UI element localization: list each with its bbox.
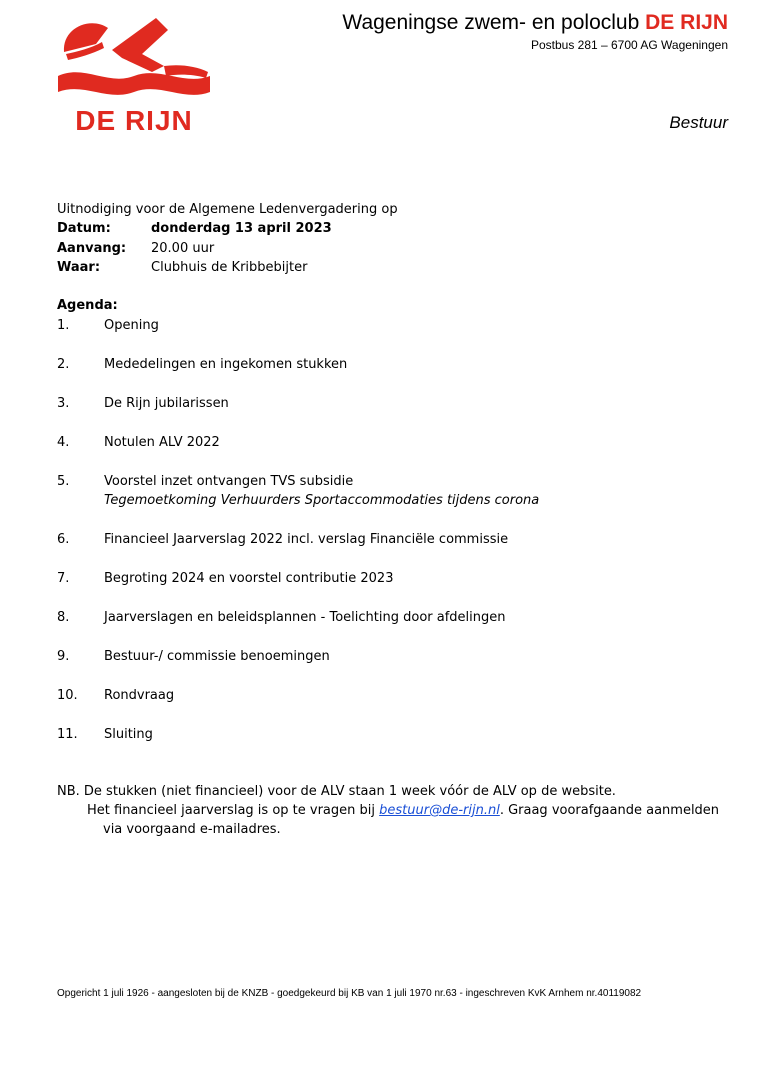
agenda-item-text: Begroting 2024 en voorstel contributie 2023	[104, 571, 394, 586]
agenda-item-number: 4.	[57, 435, 70, 450]
agenda-item-text: Opening	[104, 318, 159, 333]
agenda-item-text: Mededelingen en ingekomen stukken	[104, 357, 348, 372]
email-link[interactable]: bestuur@de-rijn.nl	[379, 803, 500, 818]
agenda-item-number: 6.	[57, 532, 70, 547]
agenda-item-number: 1.	[57, 318, 70, 333]
agenda-item-text: Notulen ALV 2022	[104, 435, 220, 450]
agenda-item	[57, 569, 737, 588]
agenda-item-number: 8.	[57, 610, 70, 625]
detail-row-location	[57, 258, 332, 278]
agenda-item-subtext: Tegemoetkoming Verhuurders Sportaccommodaties tijdens corona	[104, 493, 540, 508]
agenda-item-text: Financieel Jaarverslag 2022 incl. verslag Financiële commissie	[104, 532, 509, 547]
note-text: . Graag voorafgaande aanmelden	[499, 803, 720, 818]
agenda-item-text-block	[104, 472, 539, 510]
agenda-item-text: Voorstel inzet ontvangen TVS subsidie	[104, 474, 354, 489]
agenda-item-number: 7.	[57, 571, 70, 586]
agenda-item-number: 2.	[57, 357, 70, 372]
club-name: Wageningse zwem- en poloclub	[342, 11, 640, 34]
detail-row-start	[57, 239, 332, 259]
agenda-item-number: 9.	[57, 649, 70, 664]
detail-value: 20.00 uur	[151, 240, 215, 256]
agenda-item-number: 5.	[57, 474, 70, 489]
club-logo	[56, 14, 212, 136]
detail-value: donderdag 13 april 2023	[151, 221, 332, 236]
agenda-item-number: 10.	[57, 688, 78, 703]
agenda-item	[57, 530, 737, 549]
logo-wordmark: DE RIJN	[75, 105, 193, 136]
agenda-item	[57, 647, 737, 666]
agenda-item	[57, 725, 737, 744]
agenda-item	[57, 472, 737, 510]
agenda-item-text: Sluiting	[104, 727, 153, 742]
agenda-item-text: Jaarverslagen en beleidsplannen - Toelichting door afdelingen	[104, 610, 506, 625]
detail-row-date	[57, 219, 332, 239]
note-block	[57, 782, 747, 839]
agenda-list	[57, 316, 737, 764]
detail-label: Datum:	[57, 221, 111, 236]
agenda-item	[57, 316, 737, 335]
page-footer: Opgericht 1 juli 1926 - aangesloten bij de KNZB - goedgekeurd bij KB van 1 juli 1970 nr.63 - ingeschreven KvK Arnhem nr.40119082	[57, 988, 642, 999]
agenda-item-text: Rondvraag	[104, 688, 175, 703]
agenda-item	[57, 433, 737, 452]
agenda-item	[57, 394, 737, 413]
agenda-item	[57, 686, 737, 705]
note-line-email	[57, 801, 747, 820]
note-line: NB. De stukken (niet financieel) voor de ALV staan 1 week vóór de ALV op de website.	[57, 784, 616, 799]
agenda-item-number: 3.	[57, 396, 70, 411]
club-brand: DE RIJN	[645, 11, 728, 34]
club-address: Postbus 281 – 6700 AG Wageningen	[530, 38, 728, 52]
agenda-item-text: De Rijn jubilarissen	[104, 396, 229, 411]
meeting-details	[57, 219, 332, 278]
club-title	[342, 10, 728, 36]
agenda-item-text: Bestuur-/ commissie benoemingen	[104, 649, 330, 664]
agenda-item	[57, 608, 737, 627]
detail-label: Waar:	[57, 260, 101, 275]
agenda-item	[57, 355, 737, 374]
swimmer-logo-icon	[56, 14, 212, 110]
sender-role: Bestuur	[669, 113, 728, 132]
detail-value: Clubhuis de Kribbebijter	[151, 260, 308, 275]
agenda-item-number: 11.	[57, 727, 78, 742]
note-text: Het financieel jaarverslag is op te vragen bij	[87, 803, 380, 818]
detail-label: Aanvang:	[57, 240, 127, 256]
agenda-heading: Agenda:	[57, 298, 118, 313]
note-line: via voorgaand e-mailadres.	[103, 822, 281, 837]
invitation-intro: Uitnodiging voor de Algemene Ledenvergadering op	[57, 202, 398, 217]
